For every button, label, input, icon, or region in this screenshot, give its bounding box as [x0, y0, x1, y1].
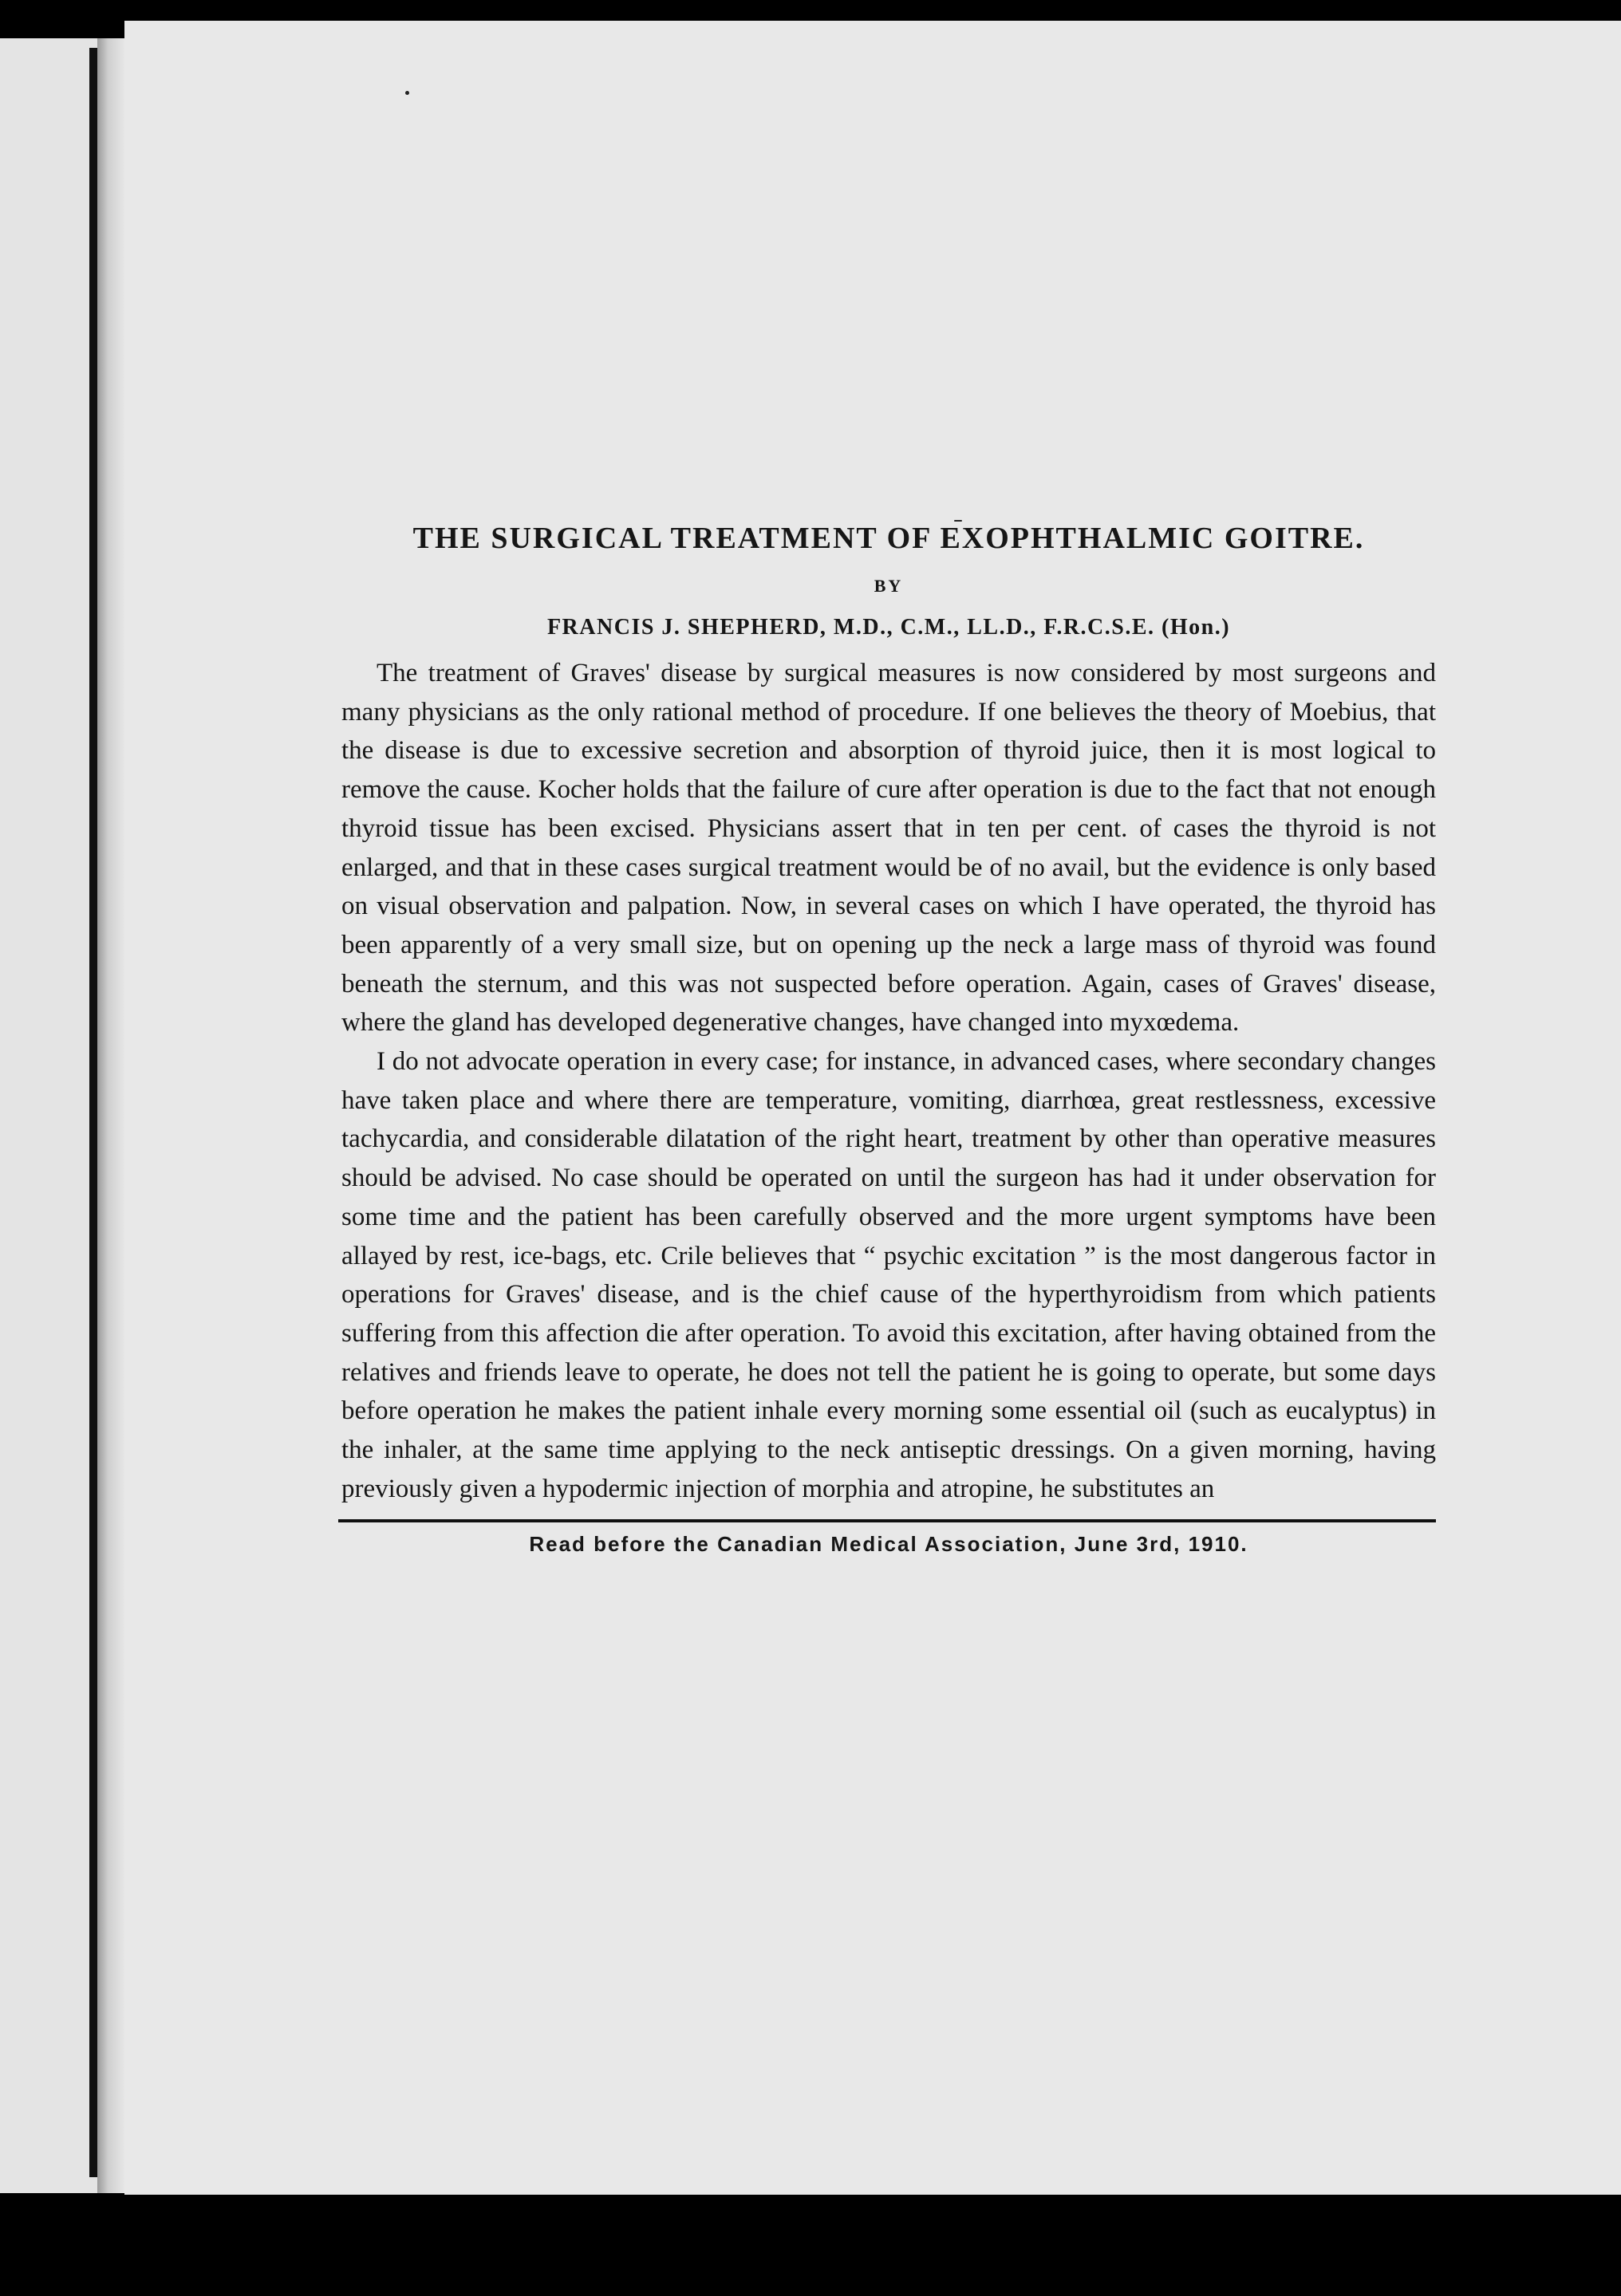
article-title: THE SURGICAL TREATMENT OF EXOPHTHALMIC GOITRE. [412, 522, 1365, 555]
body-paragraph: The treatment of Graves' disease by surgical measures is now considered by most surgeons and many physicians as the only rational method of procedure. If one believes the theory of Moebius, that the disease is due to excessive secretion and absorption of thyroid juice, then it is most logical to remove the cause. Kocher holds that the failure of cure after operation is due to the fact that not enough thyroid tissue has been excised. Physicians assert that in ten per cent. of cases the thyroid is not enlarged, and that in these cases surgical treatment would be of no avail, but the evidence is only based on visual observation and palpation. Now, in several cases on which I have operated, the thyroid has been apparently of a very small size, but on opening up the neck a large mass of thyroid was found beneath the sternum, and this was not suspected before operation. Again, cases of Graves' disease, where the gland has developed degenerative changes, have changed into myxœdema. [341, 659, 1436, 1038]
byline-label: BY [874, 576, 904, 596]
document-page [124, 21, 1621, 2195]
gutter-shadow [97, 38, 124, 2193]
footnote-rule [338, 1519, 1436, 1522]
body-paragraph: I do not advocate operation in every case; for instance, in advanced cases, where secondary changes have taken place and where there are temperature, vomiting, diarrhœa, great restlessness, excessive tachycardia, and considerable dilatation of the right heart, treatment by other than operative measures should be advised. No case should be operated on until the surgeon has had it under observation for some time and the patient has been carefully observed and the more urgent symptoms have been allayed by rest, ice-bags, etc. Crile believes that “ psychic excitation ” is the most dangerous factor in operations for Graves' disease, and is the chief cause of the hyperthyroidism from which patients suffering from this affection die after operation. To avoid this excitation, after having obtained from the relatives and friends leave to operate, he does not tell the patient he is going to operate, but some days before operation he makes the patient inhale every morning some essential oil (such as eucalyptus) in the inhaler, at the same time applying to the neck antiseptic dressings. On a given morning, having previously given a hypodermic injection of morphia and atropine, he substitutes an [341, 1047, 1436, 1503]
footnote: Read before the Canadian Medical Association, June 3rd, 1910. [529, 1532, 1248, 1557]
author-name: FRANCIS J. SHEPHERD, M.D., C.M., LL.D., F.R.C.S.E. (Hon.) [546, 615, 1231, 640]
ink-speck [405, 91, 409, 95]
article [341, 520, 1436, 1558]
page-edge [89, 48, 97, 2177]
